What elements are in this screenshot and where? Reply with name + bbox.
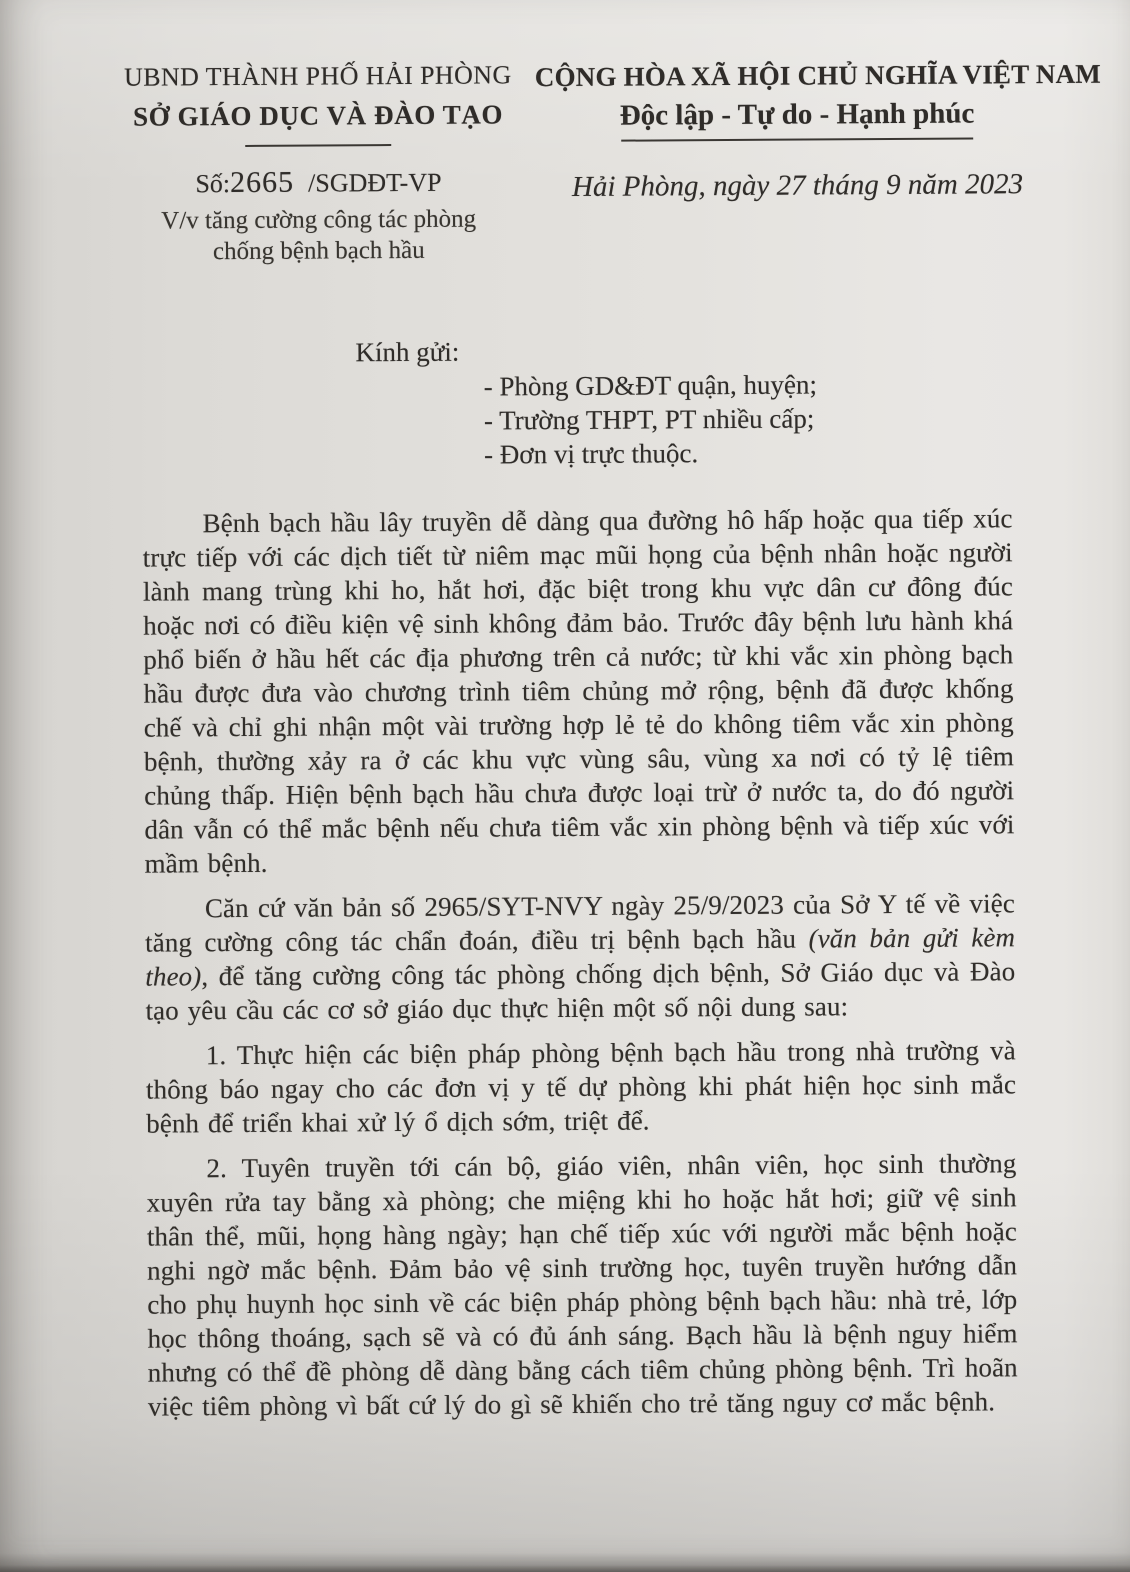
- recipient-item: - Trường THPT, PT nhiều cấp;: [483, 403, 815, 436]
- reference-paragraph-after: , để tăng cường công tác phòng chống dịch bệnh, Sở Giáo dục và Đào tạo yêu cầu các cơ sở giáo dục thực hiện một số nội dung sau:: [145, 956, 1016, 1026]
- doc-number-value: 2665: [229, 165, 295, 200]
- doc-subject: [90, 203, 548, 268]
- org-name: SỞ GIÁO DỤC VÀ ĐÀO TẠO: [132, 99, 504, 132]
- org-parent-name: UBND THÀNH PHỐ HẢI PHÒNG: [123, 60, 512, 92]
- recipients-list: [484, 367, 818, 471]
- reference-paragraph-before: Căn cứ văn bản số 2965/SYT-NVY ngày 25/9/2023 của Sở Y tế về việc tăng cường công tác chẩn đoán, điều trị bệnh bạch hầu: [145, 888, 1015, 958]
- recipient-item: - Phòng GD&ĐT quận, huyện;: [483, 369, 818, 402]
- intro-paragraph: Bệnh bạch hầu lây truyền dễ dàng qua đường hô hấp hoặc qua tiếp xúc trực tiếp với các dịch tiết từ niêm mạc mũi họng của bệnh nhân hoặc người lành mang trùng khi ho, hắt hơi, đặc biệt trong khu vực dân cư đông đúc hoặc nơi có điều kiện vệ sinh không đảm bảo. Trước đây bệnh lưu hành khá phổ biến ở hầu hết các địa phương trên cả nước; từ khi vắc xin phòng bạch hầu được đưa vào chương trình tiêm chủng mở rộng, bệnh đã được khống chế và chỉ ghi nhận một vài trường hợp lẻ tẻ do không tiêm vắc xin phòng bệnh, thường xảy ra ở các khu vực vùng sâu, vùng xa nơi có tỷ lệ tiêm chủng thấp. Hiện bệnh bạch hầu chưa được loại trừ ở nước ta, do đó người dân vẫn có thể mắc bệnh nếu chưa tiêm vắc xin phòng bệnh và tiếp xúc với mầm bệnh.: [142, 503, 1015, 879]
- doc-subject-line-1: V/v tăng cường công tác phòng: [161, 205, 477, 235]
- reference-paragraph: [145, 886, 1016, 1027]
- reference-paragraph-italic: (văn bản gửi kèm theo): [145, 922, 1016, 992]
- doc-number-suffix: /SGDĐT-VP: [308, 167, 442, 198]
- doc-subject-line-2: chống bệnh bạch hầu: [212, 236, 425, 266]
- national-motto: Độc lập - Tự do - Hạnh phúc: [619, 97, 975, 132]
- national-header-block: [534, 58, 1102, 204]
- doc-number-label: Số:: [195, 169, 231, 199]
- recipients-block: [355, 332, 817, 472]
- national-title: CỘNG HÒA XÃ HỘI CHỦ NGHĨA VIỆT NAM: [534, 58, 1102, 93]
- recipient-item: - Đơn vị trực thuộc.: [484, 438, 699, 470]
- doc-number-line: [89, 164, 547, 201]
- org-underline: [245, 144, 391, 147]
- issuing-org-block: [89, 60, 548, 268]
- motto-underline: [621, 137, 973, 141]
- place-date-line: Hải Phòng, ngày 27 tháng 9 năm 2023: [571, 168, 1024, 203]
- directive-item-1: 1. Thực hiện các biện pháp phòng bệnh bạch hầu trong nhà trường và thông báo ngay cho các đơn vị y tế dự phòng khi phát hiện học sinh mắc bệnh để triển khai xử lý ổ dịch sớm, triệt để.: [145, 1035, 1017, 1139]
- recipients-label: Kính gửi:: [355, 336, 460, 368]
- directive-item-2: 2. Tuyên truyền tới cán bộ, giáo viên, nhân viên, học sinh thường xuyên rửa tay bằng xà phòng; che miệng khi ho hoặc hắt hơi; giữ vệ sinh thân thể, mũi, họng hàng ngày; hạn chế tiếp xúc với người mắc bệnh hoặc nghi ngờ mắc bệnh. Đảm bảo vệ sinh trường học, tuyên truyền hướng dẫn cho phụ huynh học sinh về các biện pháp phòng bệnh bạch hầu: nhà trẻ, lớp học thông thoáng, sạch sẽ và có đủ ánh sáng. Bạch hầu là bệnh nguy hiểm nhưng có thể đề phòng dễ dàng bằng cách tiêm chủng phòng bệnh. Trì hoãn việc tiêm phòng vì bất cứ lý do gì sẽ khiến cho trẻ tăng nguy cơ mắc bệnh.: [146, 1148, 1018, 1422]
- document-body: [142, 501, 1018, 1434]
